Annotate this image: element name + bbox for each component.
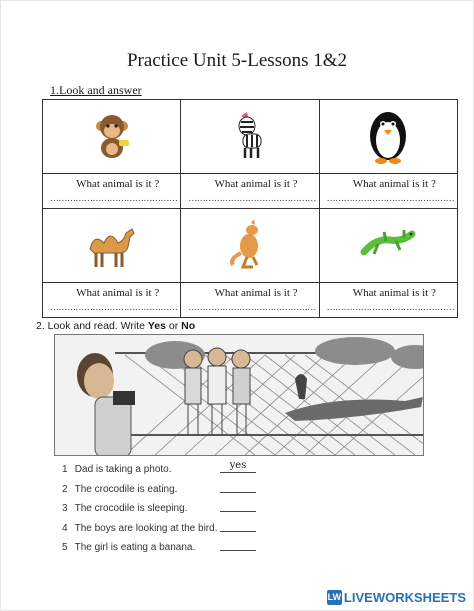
animal-cell-monkey bbox=[43, 100, 181, 174]
exercise-item-5: 5 The girl is eating a banana. bbox=[62, 542, 196, 553]
animal-cell-lizard bbox=[319, 209, 457, 283]
question-text: What animal is it ? bbox=[352, 287, 436, 299]
answer-input-5[interactable] bbox=[220, 540, 256, 551]
question-text: What animal is it ? bbox=[76, 287, 160, 299]
lizard-icon bbox=[360, 226, 416, 262]
monkey-icon bbox=[89, 110, 135, 160]
brand-name: LIVEWORKSHEETS bbox=[343, 589, 466, 605]
section1-heading: 1.Look and answer bbox=[50, 83, 142, 97]
animal-cell-penguin bbox=[319, 100, 457, 174]
penguin-icon bbox=[363, 106, 413, 164]
animal-cell-kangaroo bbox=[181, 209, 319, 283]
answer-input-4[interactable] bbox=[220, 521, 256, 532]
question-cell-1[interactable] bbox=[43, 174, 181, 209]
kangaroo-icon bbox=[227, 219, 273, 269]
animal-cell-zebra bbox=[181, 100, 319, 174]
question-text: What animal is it ? bbox=[214, 178, 298, 190]
answer-dots: ……………………………………… bbox=[326, 302, 455, 312]
exercise-item-1: 1 Dad is taking a photo. bbox=[62, 464, 172, 475]
liveworksheets-logo bbox=[327, 589, 466, 605]
question-cell-5[interactable] bbox=[181, 283, 319, 318]
zoo-scene-illustration bbox=[54, 334, 424, 456]
answer-dots: ……………………………………… bbox=[49, 302, 178, 312]
question-text: What animal is it ? bbox=[352, 178, 436, 190]
answer-dots: ……………………………………… bbox=[188, 302, 316, 312]
camel-icon bbox=[80, 219, 144, 269]
animal-cell-camel bbox=[43, 209, 181, 283]
answer-dots: ……………………………………… bbox=[188, 193, 316, 203]
question-cell-2[interactable] bbox=[181, 174, 319, 209]
question-cell-3[interactable] bbox=[319, 174, 457, 209]
question-cell-4[interactable] bbox=[43, 283, 181, 318]
question-text: What animal is it ? bbox=[76, 178, 160, 190]
question-text: What animal is it ? bbox=[214, 287, 298, 299]
animal-grid bbox=[42, 99, 458, 318]
answer-input-2[interactable] bbox=[220, 482, 256, 493]
exercise-item-4: 4 The boys are looking at the bird. bbox=[62, 523, 218, 534]
zoo-scene-image bbox=[55, 335, 424, 456]
exercise-item-3: 3 The crocodile is sleeping. bbox=[62, 503, 188, 514]
exercise-item-2: 2 The crocodile is eating. bbox=[62, 484, 178, 495]
exercise-list bbox=[62, 460, 462, 580]
answer-dots: ……………………………………… bbox=[49, 193, 178, 203]
question-cell-6[interactable] bbox=[319, 283, 457, 318]
brand-logo-icon: LW bbox=[327, 590, 342, 605]
page-title: Practice Unit 5-Lessons 1&2 bbox=[126, 50, 348, 71]
section2-heading: 2. Look and read. Write Yes or No bbox=[36, 320, 196, 332]
answer-input-3[interactable] bbox=[220, 501, 256, 512]
zebra-icon bbox=[227, 110, 273, 160]
answer-input-1[interactable]: yes bbox=[220, 462, 256, 473]
answer-dots: ……………………………………… bbox=[326, 193, 455, 203]
